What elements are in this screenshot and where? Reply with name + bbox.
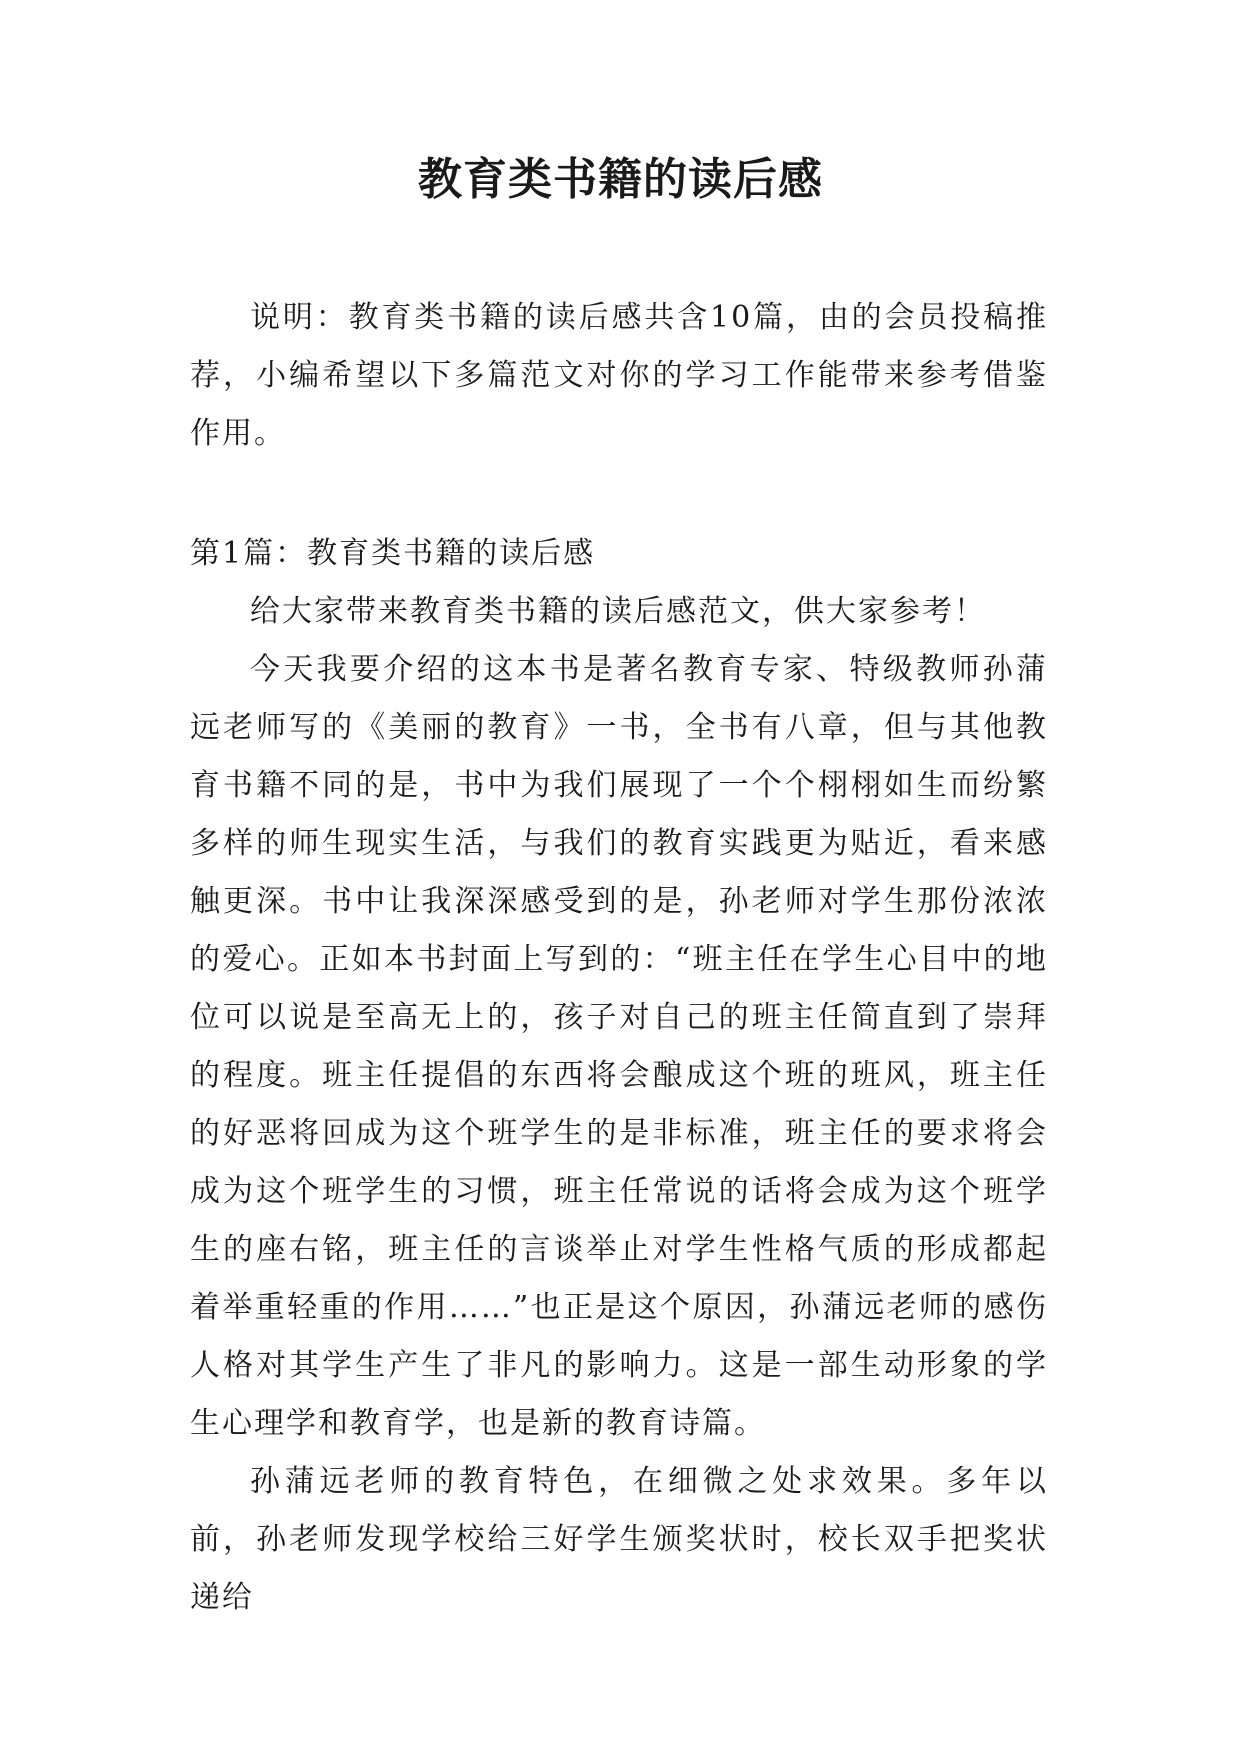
paragraph-1: 给大家带来教育类书籍的读后感范文，供大家参考！ — [250, 594, 986, 629]
article-section — [190, 525, 1048, 1627]
section-heading: 第1篇：教育类书籍的读后感 — [190, 536, 596, 571]
paragraph-3: 孙蒲远老师的教育特色，在细微之处求效果。多年以前，孙老师发现学校给三好学生颁奖状时，校长双手把奖状递给 — [190, 1464, 1048, 1615]
paragraph-2: 今天我要介绍的这本书是著名教育专家、特级教师孙蒲远老师写的《美丽的教育》一书，全书有八章，但与其他教育书籍不同的是，书中为我们展现了一个个栩栩如生而纷繁多样的师生现实生活，与我们的教育实践更为贴近，看来感触更深。书中让我深深感受到的是，孙老师对学生那份浓浓的爱心。正如本书封面上写到的：“班主任在学生心目中的地位可以说是至高无上的，孩子对自己的班主任简直到了崇拜的程度。班主任提倡的东西将会酿成这个班的班风，班主任的好恶将回成为这个班学生的是非标准，班主任的要求将会成为这个班学生的习惯，班主任常说的话将会成为这个班学生的座右铭，班主任的言谈举止对学生性格气质的形成都起着举重轻重的作用……”也正是这个原因，孙蒲远老师的感伤人格对其学生产生了非凡的影响力。这是一部生动形象的学生心理学和教育学，也是新的教育诗篇。 — [190, 652, 1048, 1441]
intro-paragraph: 说明：教育类书籍的读后感共含10篇，由的会员投稿推荐，小编希望以下多篇范文对你的学习工作能带来参考借鉴作用。 — [190, 300, 1048, 451]
intro-block — [190, 289, 1048, 463]
document-title: 教育类书籍的读后感 — [418, 154, 823, 205]
